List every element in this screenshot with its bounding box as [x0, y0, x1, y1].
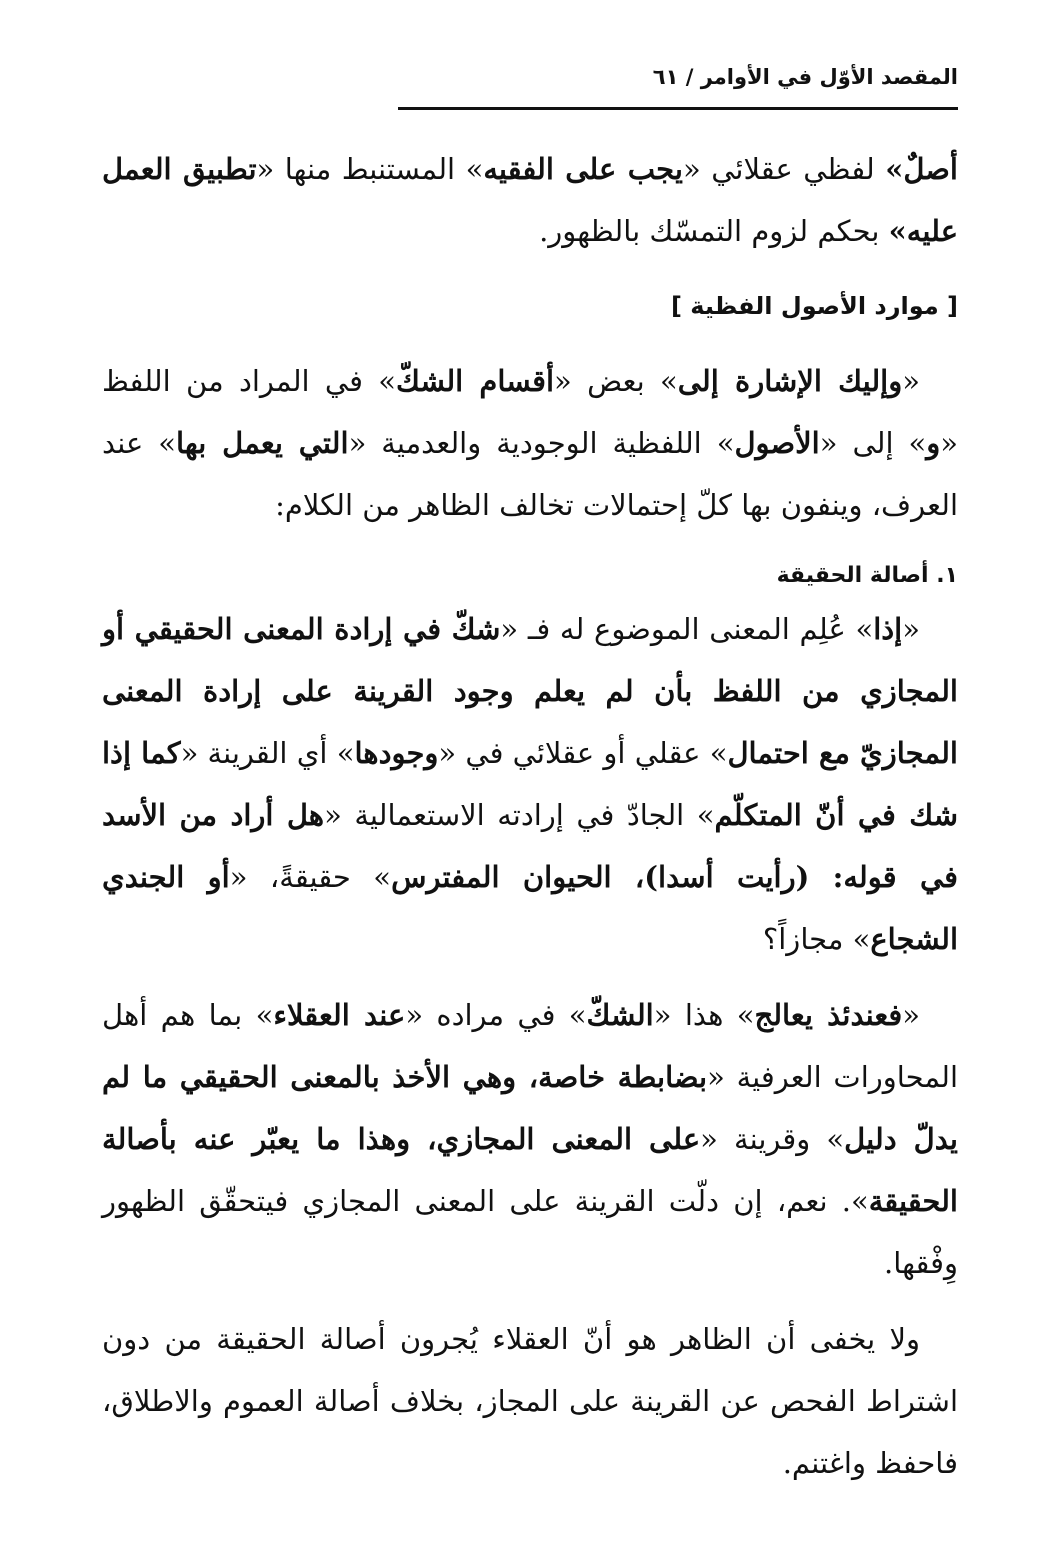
- paragraph-4: «فعندئذ يعالج» هذا «الشكّ» في مراده «عند العقلاء» بما هم أهل المحاورات العرفية «بضابطة خاصة، وهي الأخذ بالمعنى الحقيقي ما لم يدلّ دليل» وقرينة «على المعنى المجازي، وهذا ما يعبّر عنه بأصالة الحقيقة». نعم، إن دلّت القرينة على المعنى المجازي فيتحقّق الظهور وِفْقها.: [102, 998, 958, 1280]
- main-text: [102, 138, 958, 1494]
- paragraph-5: ولا يخفى أن الظاهر هو أنّ العقلاء يُجرون أصالة الحقيقة من دون اشتراط الفحص عن القرينة على المجاز، بخلاف أصالة العموم والاطلاق، فاحفظ واغتنم.: [102, 1322, 958, 1480]
- numbered-heading: ١. أصالة الحقيقة: [776, 563, 958, 588]
- paragraph-1: أصلٌ» لفظي عقلائي «يجب على الفقيه» المستنبط منها «تطبيق العمل عليه» بحكم لزوم التمسّك بالظهور.: [102, 152, 958, 248]
- header-rule: [398, 107, 958, 110]
- paragraph-3: «إذا» عُلِم المعنى الموضوع له فـ «شكّ في إرادة المعنى الحقيقي أو المجازي من اللفظ بأن لم يعلم وجود القرينة على إرادة المعنى المجازيّ مع احتمال» عقلي أو عقلائي في «وجودها» أي القرينة «كما إذا شك في أنّ المتكلّم» الجادّ في إرادته الاستعمالية «هل أراد من الأسد في قوله: (رأيت أسدا)، الحيوان المفترس» حقيقةً، «أو الجندي الشجاع» مجازاً؟: [102, 612, 958, 956]
- section-heading: [ موارد الأصول الفظية ]: [670, 292, 958, 320]
- running-header: المقصد الأوّل في الأوامر / ٦١: [652, 65, 958, 89]
- paragraph-2: «وإليك الإشارة إلى» بعض «أقسام الشكّ» في المراد من اللفظ «و» إلى «الأصول» اللفظية الوجودية والعدمية «التي يعمل بها» عند العرف، وينفون بها كلّ إحتمالات تخالف الظاهر من الكلام:: [102, 364, 958, 522]
